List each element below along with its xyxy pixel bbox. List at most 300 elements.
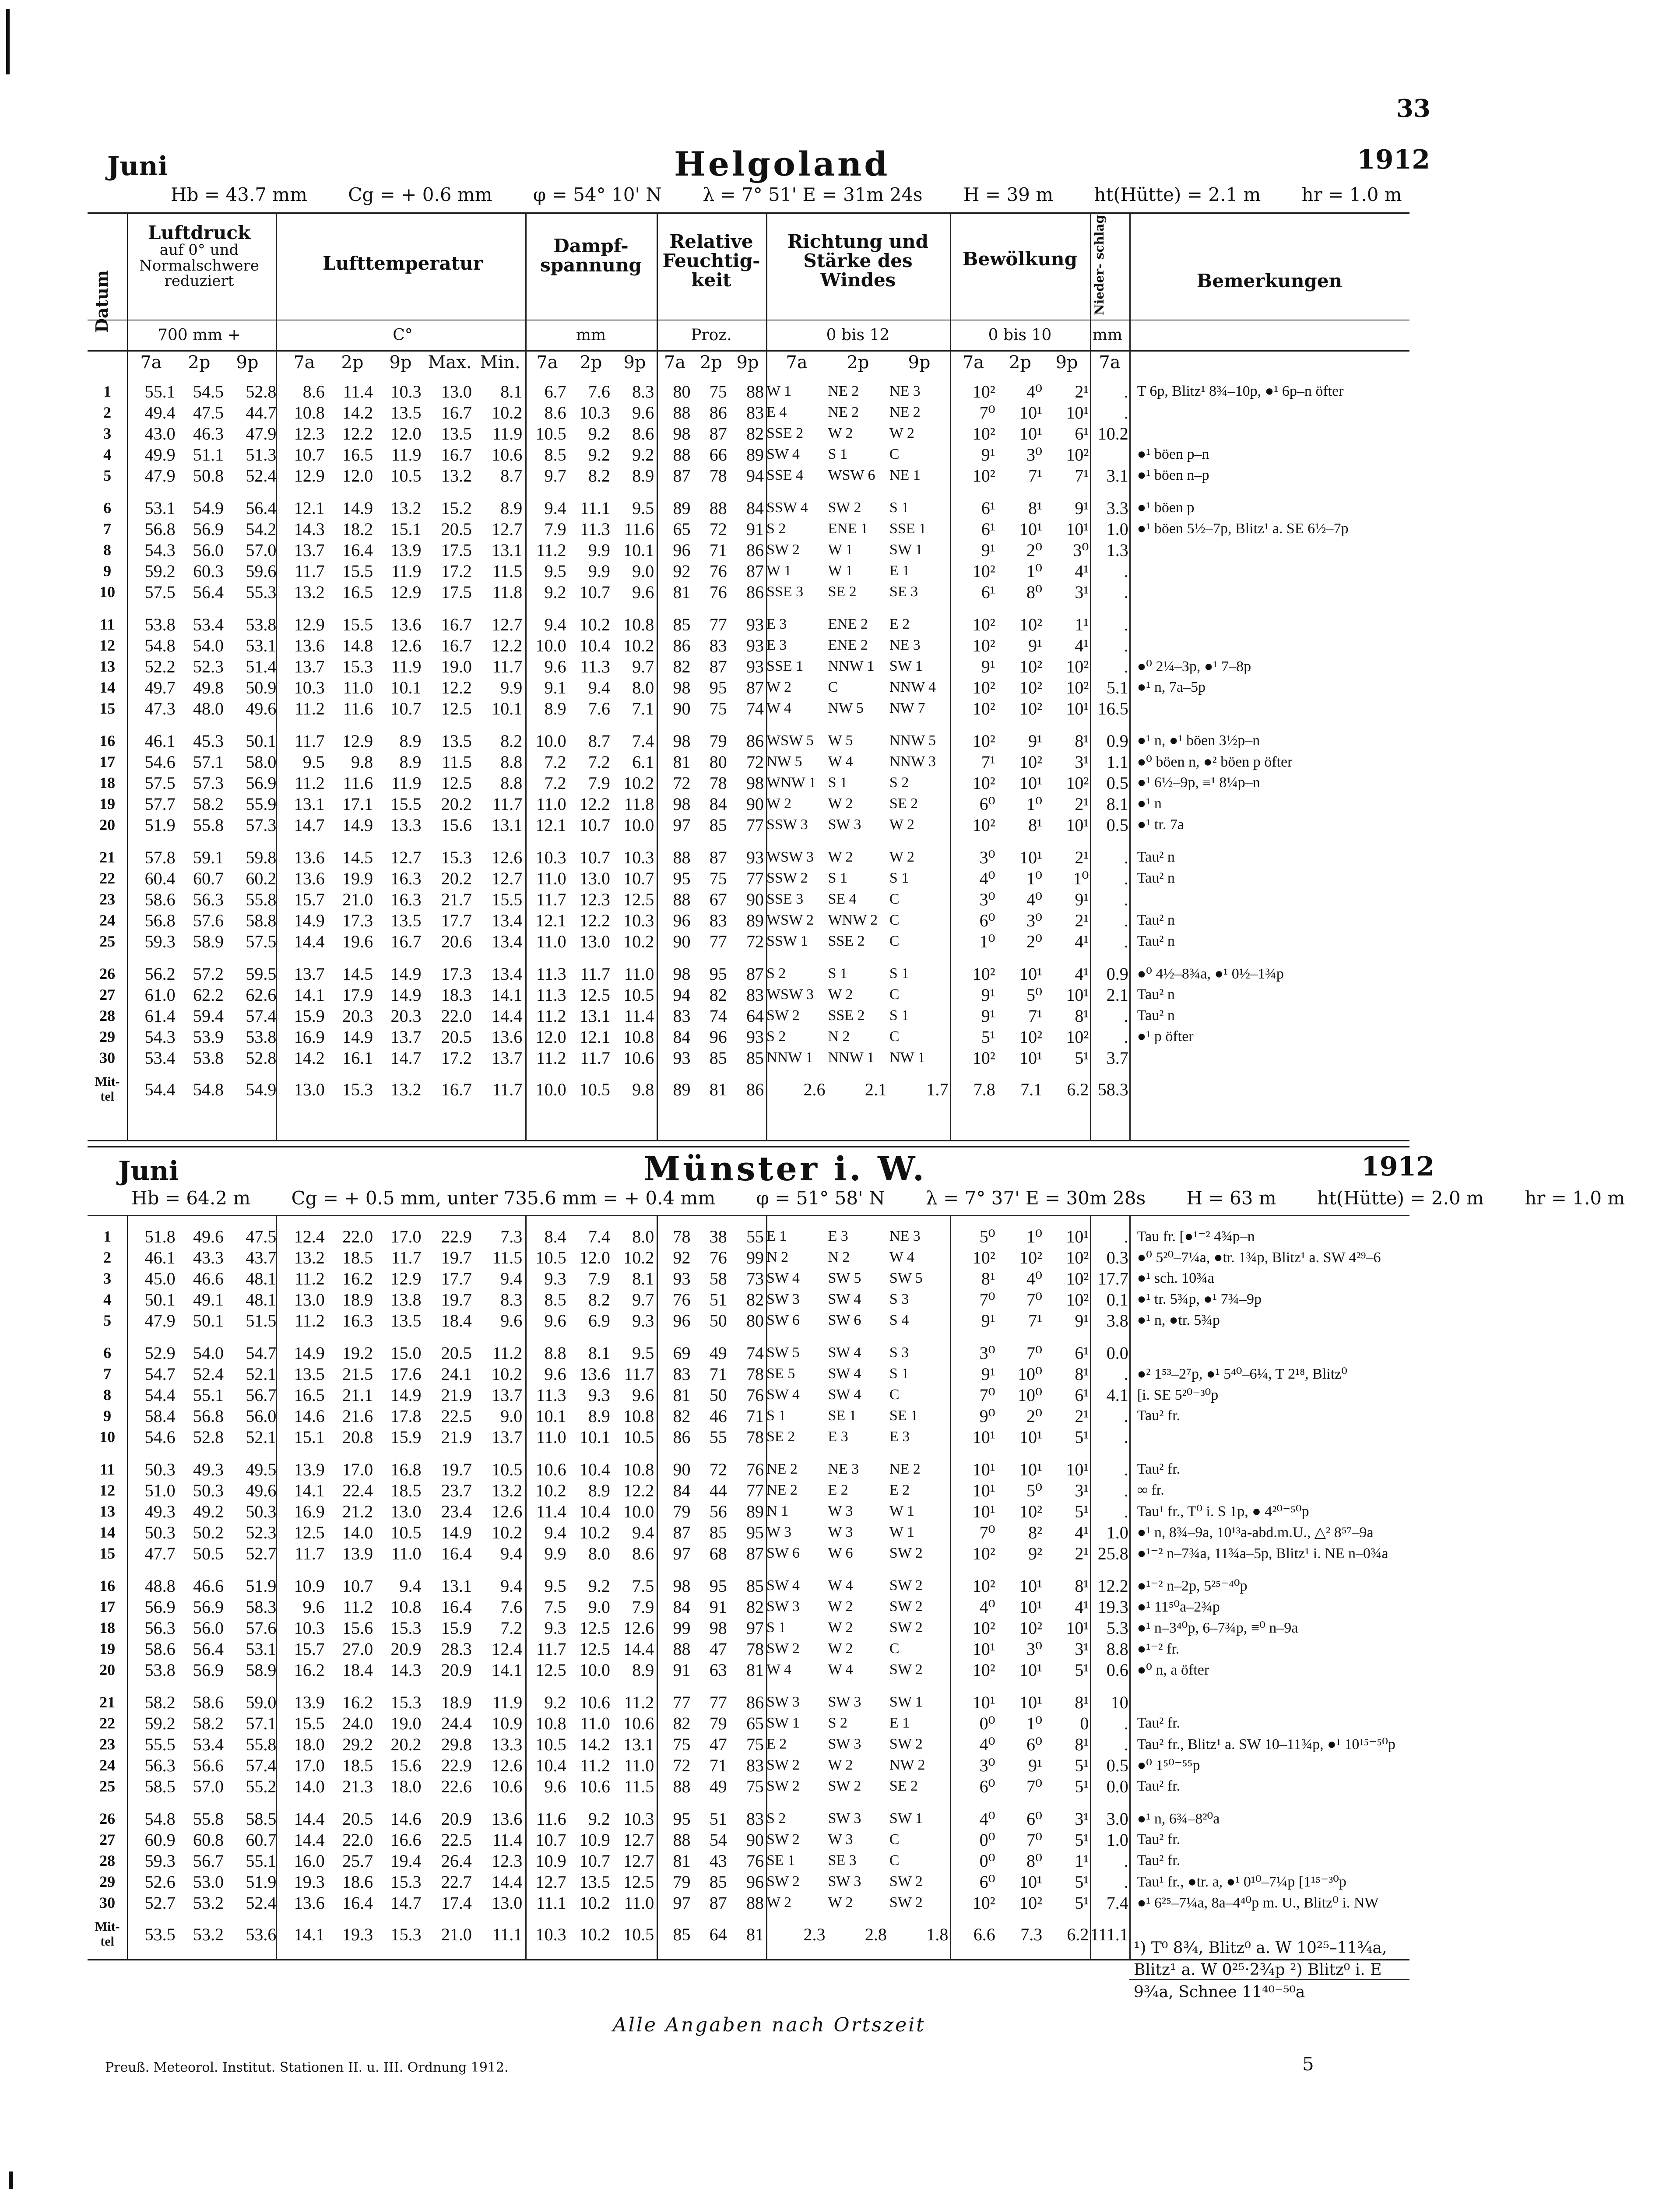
value-cell: 95 [709,677,727,697]
value-cell: 15.3 [441,847,472,867]
value-cell: 76 [709,1247,727,1267]
value-cell: 82 [746,1289,764,1309]
value-cell: 96 [673,1310,691,1330]
value-cell: 94 [673,985,691,1005]
value-cell: 58.9 [193,931,224,951]
value-cell: 16.5 [1097,698,1128,718]
value-cell: 44 [709,1480,727,1500]
day-cell: 29 [99,1873,116,1890]
value-cell: 12.2 [579,910,610,930]
value-cell: 10.2 [623,773,654,793]
value-cell: 16.9 [294,1027,325,1047]
value-cell: 10¹ [1019,1660,1043,1680]
value-cell: 89 [746,1501,764,1521]
value-cell: 11.3 [580,656,610,676]
value-cell: 11.2 [295,1268,325,1288]
value-cell: 1⁰ [979,931,995,951]
value-cell: 17.8 [390,1406,422,1426]
value-cell: 12.2 [1097,1576,1128,1596]
day-cell: 15 [99,700,116,717]
value-cell: 12.7 [623,1830,654,1850]
luftdruck-unit: 700 mm + [157,326,241,344]
value-cell: 13.6 [492,1809,523,1829]
value-cell: 67 [709,889,727,909]
value-cell: 15.3 [390,1692,422,1712]
value-cell: 54.7 [144,1364,176,1384]
value-cell: 7¹ [1028,465,1043,486]
value-cell: 57.1 [246,1713,277,1733]
table-row [88,1426,1409,1447]
remark-cell: ●¹ n, ●¹ böen 3½p–n [1137,732,1260,749]
value-cell: S 1 [828,446,847,462]
value-cell: WNW 1 [766,774,816,791]
value-cell: 81 [673,1851,691,1871]
value-cell: 11.2 [295,773,325,793]
value-cell: 47.7 [144,1543,176,1563]
value-cell: SE 1 [766,1852,795,1869]
value-cell: 9¹ [981,444,995,465]
value-cell: 43 [709,1851,727,1871]
value-cell: 10² [1066,1289,1089,1309]
remark-cell: Tau² n [1137,849,1175,865]
top-constants [171,184,1437,205]
value-cell: W 1 [889,1503,914,1519]
value-cell: 10.6 [579,1776,610,1796]
value-cell: 14.4 [294,1830,325,1850]
day-cell: 3 [103,1270,112,1287]
value-cell: 10.9 [294,1576,325,1596]
constant: H = 39 m [963,184,1054,205]
value-cell: 14.9 [441,1522,472,1542]
value-cell: 6¹ [1075,1343,1089,1363]
day-cell: 2 [103,1249,112,1266]
table-row [88,814,1409,835]
value-cell: 10.7 [579,847,610,867]
value-cell: 11.9 [492,423,523,443]
value-cell: 12.7 [492,519,523,539]
value-cell: 11.7 [492,794,523,814]
value-cell: 58.3 [246,1597,277,1617]
value-cell: 48.8 [144,1576,176,1596]
value-cell: 10.0 [623,1501,654,1521]
value-cell: 10¹ [1019,1048,1043,1068]
value-cell: 14.7 [294,815,325,835]
value-cell: 75 [746,1776,764,1796]
value-cell: 54.4 [144,1385,176,1405]
value-cell: 90 [746,794,764,814]
value-cell: 12.6 [492,1755,523,1775]
value-cell: W 2 [889,425,914,441]
dampf-unit: mm [576,326,606,344]
day-cell: 22 [99,1714,116,1732]
table-row [88,1405,1409,1426]
value-cell: 75 [709,381,727,401]
value-cell: 10² [972,561,995,581]
value-cell: 1.0 [1106,1522,1128,1542]
value-cell: 57.7 [144,794,176,814]
value-cell: 6⁰ [979,1776,995,1796]
remark-cell [1128,614,1409,635]
value-cell: 10¹ [1066,1459,1089,1479]
value-cell: 49.2 [193,1501,224,1521]
value-cell: 5.3 [1106,1618,1128,1638]
value-cell: 10² [972,815,995,835]
value-cell: 3¹ [1075,1639,1089,1659]
value-cell: 22.9 [441,1755,472,1775]
table-row [88,1850,1409,1871]
value-cell: 14.9 [342,1027,373,1047]
value-cell: 75 [709,868,727,888]
value-cell: E 3 [766,616,787,632]
value-cell: 4⁰ [1026,381,1043,401]
value-cell: 10.9 [535,1851,566,1871]
value-cell: 18.0 [390,1776,422,1796]
value-cell: 10.2 [579,1893,610,1913]
row-gap [88,719,1409,730]
value-cell: 46.6 [193,1268,224,1288]
value-cell: 14.1 [492,985,523,1005]
value-cell: SSE 3 [766,891,804,907]
value-cell: 10² [1019,1027,1043,1047]
value-cell: 0.6 [1106,1660,1128,1680]
value-cell: 50 [709,1385,727,1405]
value-cell: 10² [972,698,995,718]
value-cell: 10¹ [1066,1226,1089,1246]
value-cell: 60.8 [193,1830,224,1850]
value-cell: 18.5 [390,1480,422,1500]
value-cell: 88 [673,402,691,422]
value-cell: 9.9 [544,1543,566,1563]
value-cell: 19.0 [390,1713,422,1733]
remark-cell: ●¹⁻² n–2p, 5²⁵⁻⁴⁰p [1137,1578,1248,1594]
value-cell: 11.7 [295,561,325,581]
value-cell: W 2 [828,425,853,441]
value-cell: 10¹ [1019,1597,1043,1617]
obs-time: 2p [341,352,364,373]
value-cell: 56.8 [144,910,176,930]
value-cell: 71 [709,1364,727,1384]
day-cell: 12 [99,637,116,654]
remark-cell: ●¹ 6²⁵–7¼a, 8a–4⁴⁰p m. U., Blitz⁰ i. NW [1137,1895,1379,1911]
day-cell: 18 [99,1619,116,1636]
value-cell: 11.7 [295,1543,325,1563]
remark-cell: ●¹ n [1137,795,1162,812]
value-cell: 60.7 [193,868,224,888]
value-cell: 10² [1019,752,1043,772]
bewoelkung-unit: 0 bis 10 [988,326,1052,344]
value-cell: SW 2 [766,1873,800,1890]
value-cell: 50.3 [144,1459,176,1479]
value-cell: NNW 1 [766,1049,813,1066]
value-cell: 17.5 [441,540,472,560]
value-cell: 43.0 [144,423,176,443]
value-cell: 56.3 [193,889,224,909]
value-cell: 10¹ [1019,964,1043,984]
value-cell: 14.9 [342,498,373,518]
value-cell: 5¹ [1075,1830,1089,1850]
remark-cell [1128,1047,1409,1068]
day-cell: 16 [99,732,116,750]
value-cell: 10² [972,773,995,793]
table-row [88,963,1409,984]
value-cell: 10.8 [390,1597,422,1617]
value-cell: 10² [972,677,995,697]
value-cell: 93 [746,656,764,676]
value-cell: E 2 [766,1736,787,1752]
value-cell: 53.1 [246,635,277,655]
value-cell: 9.6 [544,656,566,676]
value-cell: 11.7 [624,1364,654,1384]
value-cell: 14.9 [342,815,373,835]
value-cell: 86 [746,1692,764,1712]
remark-cell: ●¹ 6½–9p, ≡¹ 8¼p–n [1137,774,1260,791]
value-cell: 10.5 [492,1459,523,1479]
table-row [88,1734,1409,1755]
value-cell: 93 [746,635,764,655]
value-cell: 20.2 [390,1734,422,1754]
value-cell: 52.4 [246,1893,277,1913]
value-cell: SE 5 [766,1365,795,1382]
value-cell: SW 5 [889,1270,923,1286]
lufttemp-unit: C° [393,326,413,344]
value-cell: 22.0 [342,1226,373,1246]
value-cell: 12.6 [492,847,523,867]
value-cell: SW 6 [766,1545,800,1561]
table-row [88,581,1409,602]
value-cell: 10² [1019,1618,1043,1638]
value-cell: NE 3 [889,1228,921,1244]
value-cell: 78 [746,1639,764,1659]
value-cell: 9.2 [544,1692,566,1712]
value-cell: 10¹ [1066,519,1089,539]
value-cell: NW 5 [828,700,864,716]
value-cell: 8.9 [632,1660,654,1680]
value-cell: 12.1 [294,498,325,518]
value-cell: S 2 [766,521,786,537]
value-cell: 10¹ [1019,519,1043,539]
value-cell: 47.9 [144,1310,176,1330]
value-cell: 13.4 [492,931,523,951]
value-cell: 17.7 [1097,1268,1128,1288]
obs-time: Max. [428,352,472,373]
value-cell: 22.4 [342,1480,373,1500]
day-cell: 20 [99,816,116,834]
value-cell: NE 2 [766,1482,798,1498]
value-cell: SSE 1 [889,521,927,537]
value-cell: 95 [709,1576,727,1596]
signature-number: 5 [1302,2053,1314,2075]
value-cell: SSE 2 [828,933,865,949]
value-cell: 88 [673,847,691,867]
day-cell: 4 [103,446,112,463]
value-cell: 74 [746,1343,764,1363]
luftdruck-header: Luftdruck auf 0° und Normalschwere reduziert [139,222,259,290]
remark-cell: Tau¹ fr., T⁰ i. S 1p, ● 4²⁰⁻⁵⁰p [1137,1503,1309,1520]
value-cell: 8¹ [1028,498,1043,518]
value-cell: 97 [673,1893,691,1913]
obs-time: 9p [389,352,412,373]
day-cell: 17 [99,753,116,771]
value-cell: 10¹ [1066,698,1089,718]
value-cell: 21.0 [342,889,373,909]
remark-cell: ●¹ böen p [1137,500,1195,516]
mean-row [88,1068,1409,1110]
value-cell: 10.9 [492,1713,523,1733]
table-row [88,1026,1409,1047]
value-cell: 63 [709,1660,727,1680]
value-cell: 85 [709,1872,727,1892]
value-cell: 10² [972,1048,995,1068]
value-cell: 51 [709,1809,727,1829]
value-cell: 9.9 [588,540,610,560]
value-cell: 4¹ [1075,635,1089,655]
value-cell: SW 2 [766,1831,800,1848]
table-row [88,910,1409,931]
value-cell: 88 [709,498,727,518]
mean-cell: 86 [746,1079,764,1099]
value-cell: 10¹ [1019,773,1043,793]
value-cell: 9.4 [544,498,566,518]
table-row [88,1363,1409,1384]
value-cell: 88 [673,1830,691,1850]
value-cell: NE 3 [889,383,921,399]
value-cell: 52.7 [246,1543,277,1563]
page-number: 33 [1396,94,1430,123]
value-cell: 82 [673,656,691,676]
value-cell: 74 [746,698,764,718]
value-cell: 3¹ [1075,752,1089,772]
value-cell: 10² [1019,1501,1043,1521]
mean-cell: 11.7 [492,1079,523,1099]
value-cell: 13.7 [294,656,325,676]
mean-label: Mit- tel [95,1919,120,1949]
value-cell: . [1124,889,1128,909]
bemerkungen-header: Bemerkungen [1196,270,1343,292]
value-cell: 22.6 [441,1776,472,1796]
value-cell: 20.5 [441,519,472,539]
row-gap [88,1680,1409,1692]
constant: φ = 51° 58' N [756,1187,885,1209]
value-cell: 8² [1028,1522,1043,1542]
day-cell: 19 [99,795,116,813]
value-cell: SW 2 [828,500,861,516]
value-cell: SE 2 [828,584,857,600]
value-cell: . [1124,381,1128,401]
value-cell: 9.0 [588,1597,610,1617]
value-cell: 7.4 [1106,1893,1128,1913]
value-cell: 19.3 [1097,1597,1128,1617]
value-cell: 48.1 [246,1268,277,1288]
value-cell: 53.9 [193,1027,224,1047]
value-cell: 4¹ [1075,561,1089,581]
value-cell: 81 [673,752,691,772]
value-cell: 6.7 [544,381,566,401]
value-cell: 75 [746,1734,764,1754]
value-cell: 13.5 [390,402,422,422]
value-cell: 17.7 [441,910,472,930]
value-cell: 51.9 [246,1872,277,1892]
value-cell: 14.6 [390,1809,422,1829]
value-cell: 2¹ [1075,794,1089,814]
value-cell: 10² [1066,1247,1089,1267]
value-cell: 12.6 [492,1501,523,1521]
mean-cell: 16.7 [441,1079,472,1099]
value-cell: NW 5 [766,753,802,770]
value-cell: 71 [746,1406,764,1426]
value-cell: 9.3 [544,1618,566,1638]
mean-label: Mit- tel [95,1074,120,1104]
value-cell: 10.2 [579,1522,610,1542]
value-cell: 96 [746,1872,764,1892]
value-cell: 7.1 [632,698,654,718]
value-cell: 46.1 [144,731,176,751]
value-cell: 8⁰ [1026,582,1043,602]
value-cell: 3⁰ [979,1343,995,1363]
value-cell: 87 [746,677,764,697]
value-cell: 13.5 [390,1310,422,1330]
value-cell: 10.7 [623,868,654,888]
value-cell: 47.5 [246,1226,277,1246]
value-cell: 19.7 [441,1289,472,1309]
value-cell: 13.7 [492,1048,523,1068]
helgoland-data-table [88,381,1409,1110]
remark-cell: ∞ fr. [1137,1482,1164,1498]
value-cell: 72 [709,1459,727,1479]
footnote: ¹) T⁰ 8¾, Blitz⁰ a. W 10²⁵–11¾a, Blitz¹ a. W 0²⁵·2¾p ²) Blitz⁰ i. E 9¾a, Schnee 11⁴⁰⁻⁵⁰a [1134,1939,1387,2001]
value-cell: 13.9 [294,1692,325,1712]
value-cell: 9.6 [632,582,654,602]
value-cell: 91 [746,519,764,539]
value-cell: 8.8 [500,752,523,772]
value-cell: W 1 [828,542,853,558]
value-cell: 8.9 [399,731,422,751]
remark-cell: Tau² fr., Blitz¹ a. SW 10–11¾p, ●¹ 10¹⁵⁻⁵⁰p [1137,1736,1395,1753]
value-cell: 13.1 [441,1576,472,1596]
value-cell: 8.6 [632,423,654,443]
value-cell: 10¹ [1066,402,1089,422]
value-cell: 11.2 [580,1755,610,1775]
value-cell: 83 [746,402,764,422]
value-cell: 8.1 [500,381,523,401]
value-cell: NE 3 [889,637,921,653]
remark-cell: ●² 1⁵³–2⁷p, ●¹ 5⁴⁰–6¼, T 2¹⁸, Blitz⁰ [1137,1366,1347,1382]
value-cell: SW 3 [828,1810,861,1827]
value-cell: 8.9 [632,465,654,486]
value-cell: 10² [1019,1893,1043,1913]
value-cell: 21.6 [342,1406,373,1426]
value-cell: 18.9 [441,1692,472,1712]
value-cell: 98 [746,773,764,793]
value-cell: 57.8 [144,847,176,867]
value-cell: SW 4 [766,1270,800,1286]
value-cell: SE 2 [766,1429,795,1445]
value-cell: NW 2 [889,1757,925,1773]
value-cell: S 1 [889,1007,909,1024]
value-cell: 7¹ [1028,1310,1043,1330]
value-cell: C [889,986,900,1003]
day-cell: 29 [99,1028,116,1045]
value-cell: 13.4 [492,910,523,930]
value-cell: 12.2 [342,423,373,443]
value-cell: E 3 [828,1429,848,1445]
value-cell: 9.3 [544,1268,566,1288]
value-cell: E 3 [766,637,787,653]
value-cell: 10² [972,635,995,655]
day-cell: 9 [103,1407,112,1425]
table-row [88,1659,1409,1680]
value-cell: 58.5 [144,1776,176,1796]
value-cell: 10.1 [492,698,523,718]
